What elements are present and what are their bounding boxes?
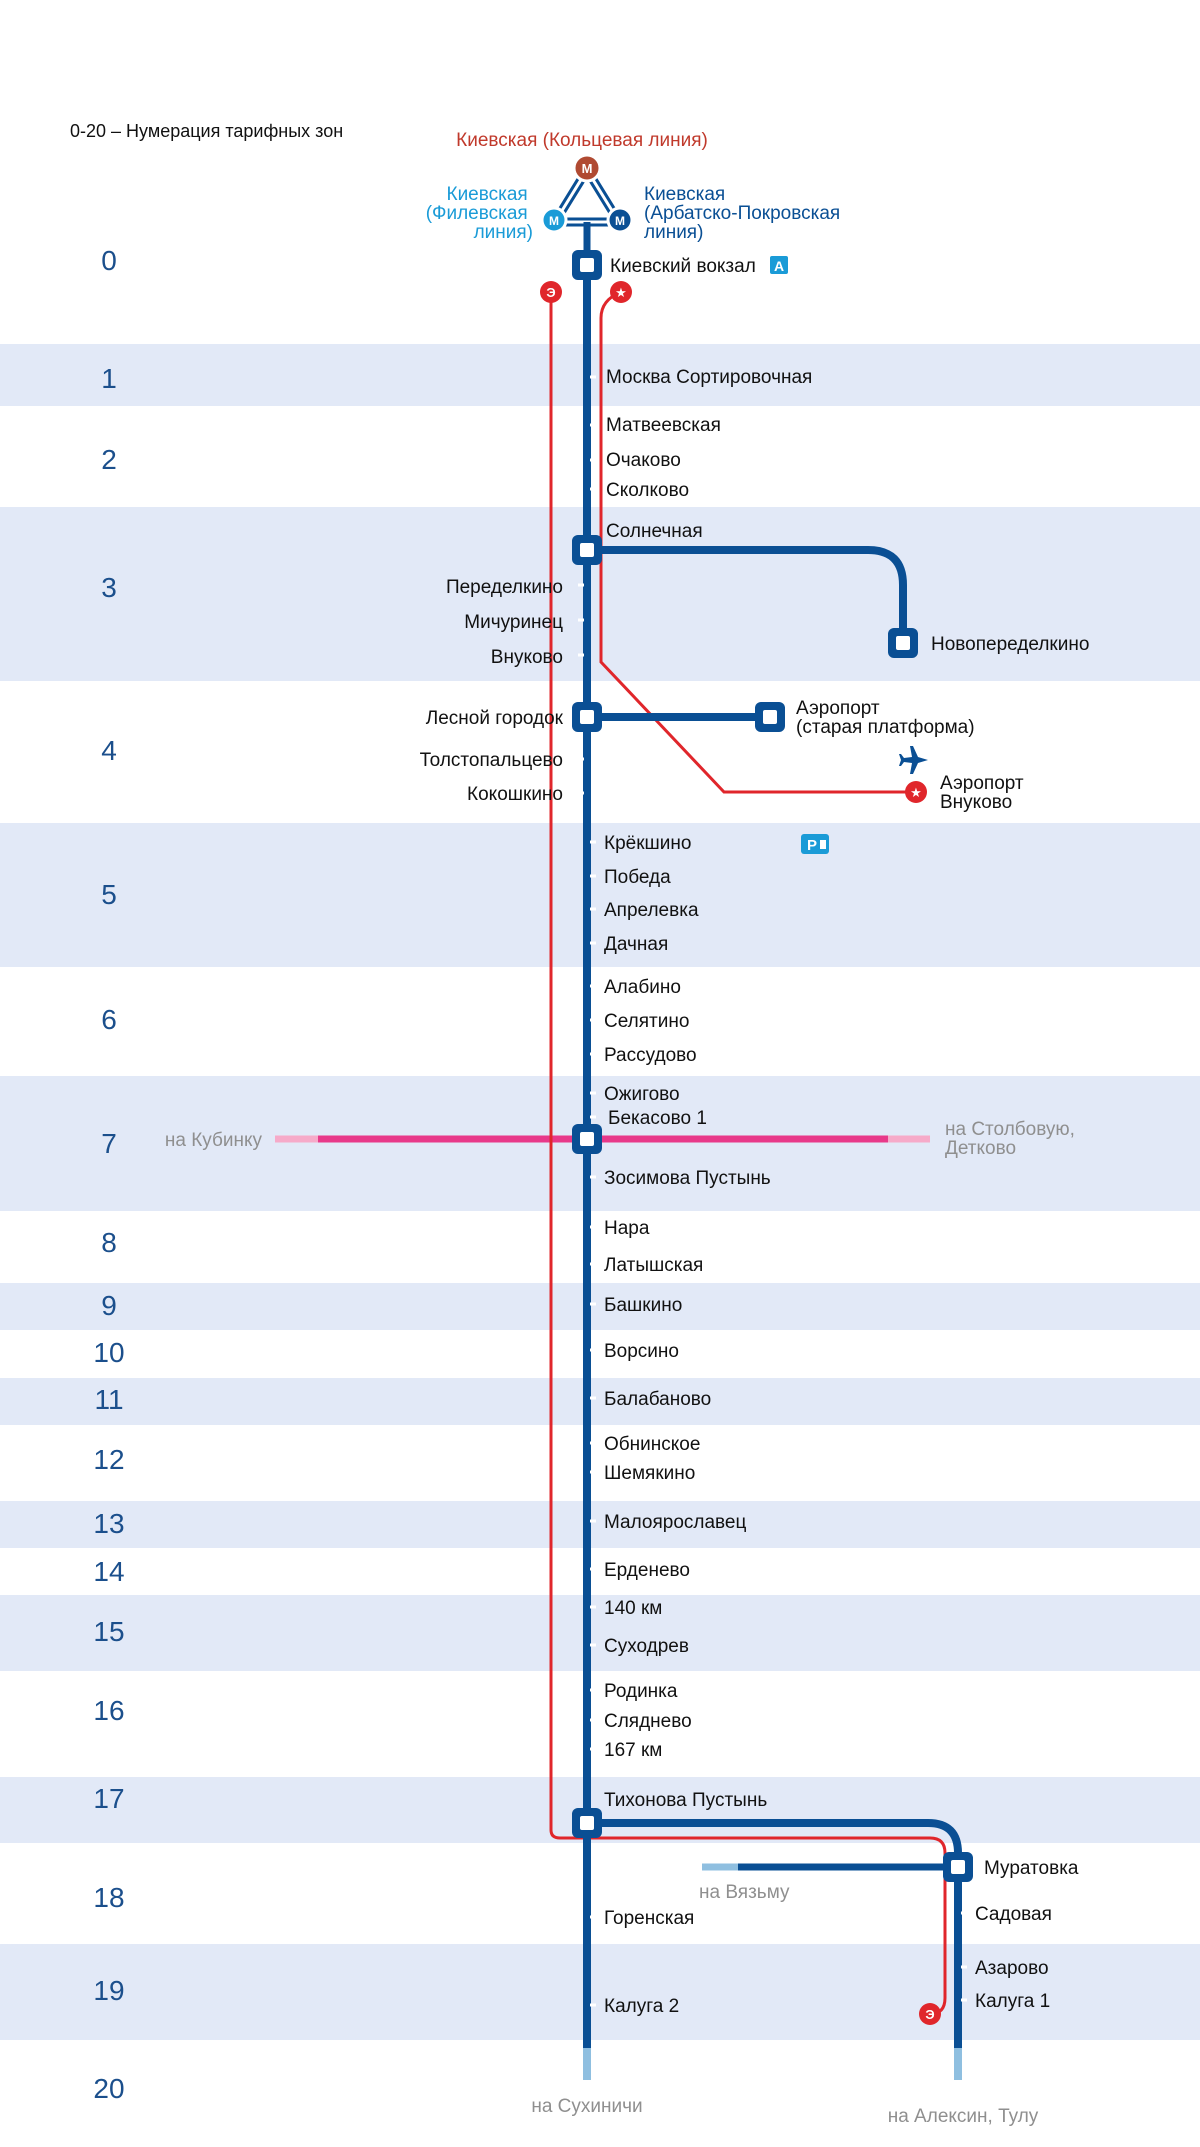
zone-number: 19 [93,1975,125,2006]
station-label[interactable]: Балабаново [604,1389,712,1410]
station-label[interactable]: Дачная [604,934,669,955]
station-label[interactable]: Очаково [606,450,681,471]
station-label[interactable]: Апрелевка [604,900,699,921]
aeroexpress-badge [770,256,788,274]
zone-band-9 [0,1283,1200,1330]
zone-number: 3 [101,572,117,603]
zone-band-5 [0,823,1200,967]
station-label[interactable]: Сляднево [604,1711,692,1732]
interchange-bekasovo[interactable] [572,1124,602,1154]
metro-ring-label[interactable]: Киевская (Кольцевая линия) [456,130,708,151]
station-label[interactable]: Мичуринец [464,612,563,633]
zone-number: 0 [101,245,117,276]
station-label[interactable]: Ворсино [604,1341,679,1362]
station-label[interactable]: Ерденево [604,1560,690,1581]
zone-band-13 [0,1501,1200,1548]
aeroexpress-marker: ★ [615,285,627,300]
express-marker: Э [546,285,556,300]
metro-arbatsko-label[interactable]: Киевская (Арбатско-Покровская линия) [644,184,841,243]
station-label[interactable]: Горенская [604,1908,695,1929]
interchange-tikhonova-pustyn[interactable] [572,1808,602,1838]
zone-number: 1 [101,363,117,394]
zone-number: 8 [101,1227,117,1258]
station-label[interactable]: Переделкино [445,577,563,598]
direction-vyazma: на Вязьму [699,1882,790,1903]
station-label[interactable]: Лесной городок [425,708,563,729]
station-label[interactable]: Латышская [604,1255,704,1276]
aeroexpress-badge-letter: A [773,258,785,274]
direction-aleksin: на Алексин, Тулу [887,2106,1039,2127]
metro-filevskaya-icon[interactable] [542,208,566,232]
metro-filevskaya-label[interactable]: Киевская (Филевская линия) [425,184,533,243]
station-label[interactable]: 167 км [604,1740,663,1761]
zone-number: 12 [93,1444,125,1475]
metro-arbatsko-icon[interactable] [608,208,632,232]
parking-badge-letter: P [806,837,818,854]
aeroexpress-vnukovo-icon[interactable] [905,781,927,803]
station-label[interactable]: Шемякино [604,1463,696,1484]
zone-number: 15 [93,1616,125,1647]
station-kaluga1[interactable]: Калуга 1 [975,1991,1051,2012]
station-kievsky-vokzal[interactable]: Киевский вокзал [610,256,756,277]
station-label[interactable]: Кокошкино [467,784,563,805]
zone-legend: 0-20 – Нумерация тарифных зон [70,121,344,141]
express-icon[interactable] [540,281,562,303]
direction-stolbovaya: на Столбовую, Детково [945,1119,1075,1159]
aeroexpress-marker: ★ [910,785,922,800]
station-label[interactable]: Нара [604,1218,650,1239]
station-muratovka[interactable]: Муратовка [984,1858,1079,1879]
station-label[interactable]: Тихонова Пустынь [604,1790,768,1811]
station-label[interactable]: Ожигово [604,1084,680,1105]
metro-ring-icon[interactable] [574,155,600,181]
direction-kubinka: на Кубинку [164,1130,262,1151]
station-azarovo[interactable]: Азарово [975,1958,1049,1979]
station-airport-vnukovo[interactable]: Аэропорт Внуково [940,773,1024,813]
metro-interchange [426,130,846,258]
station-label[interactable]: Зосимова Пустынь [604,1168,771,1189]
zone-number: 14 [93,1556,125,1587]
station-label[interactable]: Победа [604,867,671,888]
airplane-icon [899,746,928,774]
zone-number: 17 [93,1783,125,1814]
metro-marker: М [581,161,593,176]
station-label[interactable]: Суходрев [604,1636,689,1657]
interchange-solnechnaya[interactable] [572,535,602,565]
metro-marker: М [615,214,625,228]
station-label[interactable]: Внуково [490,647,563,668]
station-label[interactable]: Родинка [604,1681,678,1702]
station-label[interactable]: Рассудово [604,1045,697,1066]
zone-number: 6 [101,1004,117,1035]
station-label[interactable]: Алабино [604,977,681,998]
station-label[interactable]: Солнечная [606,521,703,542]
zone-number: 9 [101,1290,117,1321]
station-label[interactable]: Селятино [604,1011,690,1032]
station-label[interactable]: Башкино [604,1295,683,1316]
zone-number: 4 [101,735,117,766]
interchange-kievsky[interactable] [572,250,602,280]
station-sadovaya[interactable]: Садовая [975,1904,1052,1925]
interchange-muratovka[interactable] [943,1852,973,1882]
express-marker: Э [925,2007,935,2022]
zone-band-11 [0,1378,1200,1425]
station-label[interactable]: Крёкшино [604,833,692,854]
zone-number: 2 [101,444,117,475]
zone-number: 5 [101,879,117,910]
metro-marker: М [549,214,559,228]
station-airport-old[interactable]: Аэропорт (старая платформа) [796,698,975,738]
zone-number: 16 [93,1695,125,1726]
interchange-novoperedelkino[interactable] [888,628,918,658]
station-label[interactable]: Москва Сортировочная [606,367,813,388]
zone-number: 7 [101,1128,117,1159]
zone-number: 10 [93,1337,125,1368]
interchange-airport-old[interactable] [755,702,785,732]
zone-band-15 [0,1595,1200,1671]
station-novoperedelkino[interactable]: Новопеределкино [931,634,1090,655]
zone-number: 18 [93,1882,125,1913]
parking-icon [801,834,829,854]
station-label[interactable]: Бекасово 1 [608,1108,707,1129]
station-label[interactable]: Калуга 2 [604,1996,680,2017]
direction-sukhinichi: на Сухиничи [531,2096,643,2117]
express-kaluga-icon[interactable] [919,2003,941,2025]
interchange-lesnoy-gorodok[interactable] [572,702,602,732]
zone-number: 11 [94,1384,124,1415]
station-label[interactable]: Обнинское [604,1434,701,1455]
aeroexpress-icon[interactable] [610,281,632,303]
station-label[interactable]: Толстопальцево [419,750,563,771]
zone-number: 20 [93,2073,125,2104]
station-label[interactable]: 140 км [604,1598,663,1619]
station-label[interactable]: Малоярославец [604,1512,747,1533]
station-label[interactable]: Сколково [606,480,690,501]
zone-number: 13 [93,1508,125,1539]
station-label[interactable]: Матвеевская [606,415,721,436]
